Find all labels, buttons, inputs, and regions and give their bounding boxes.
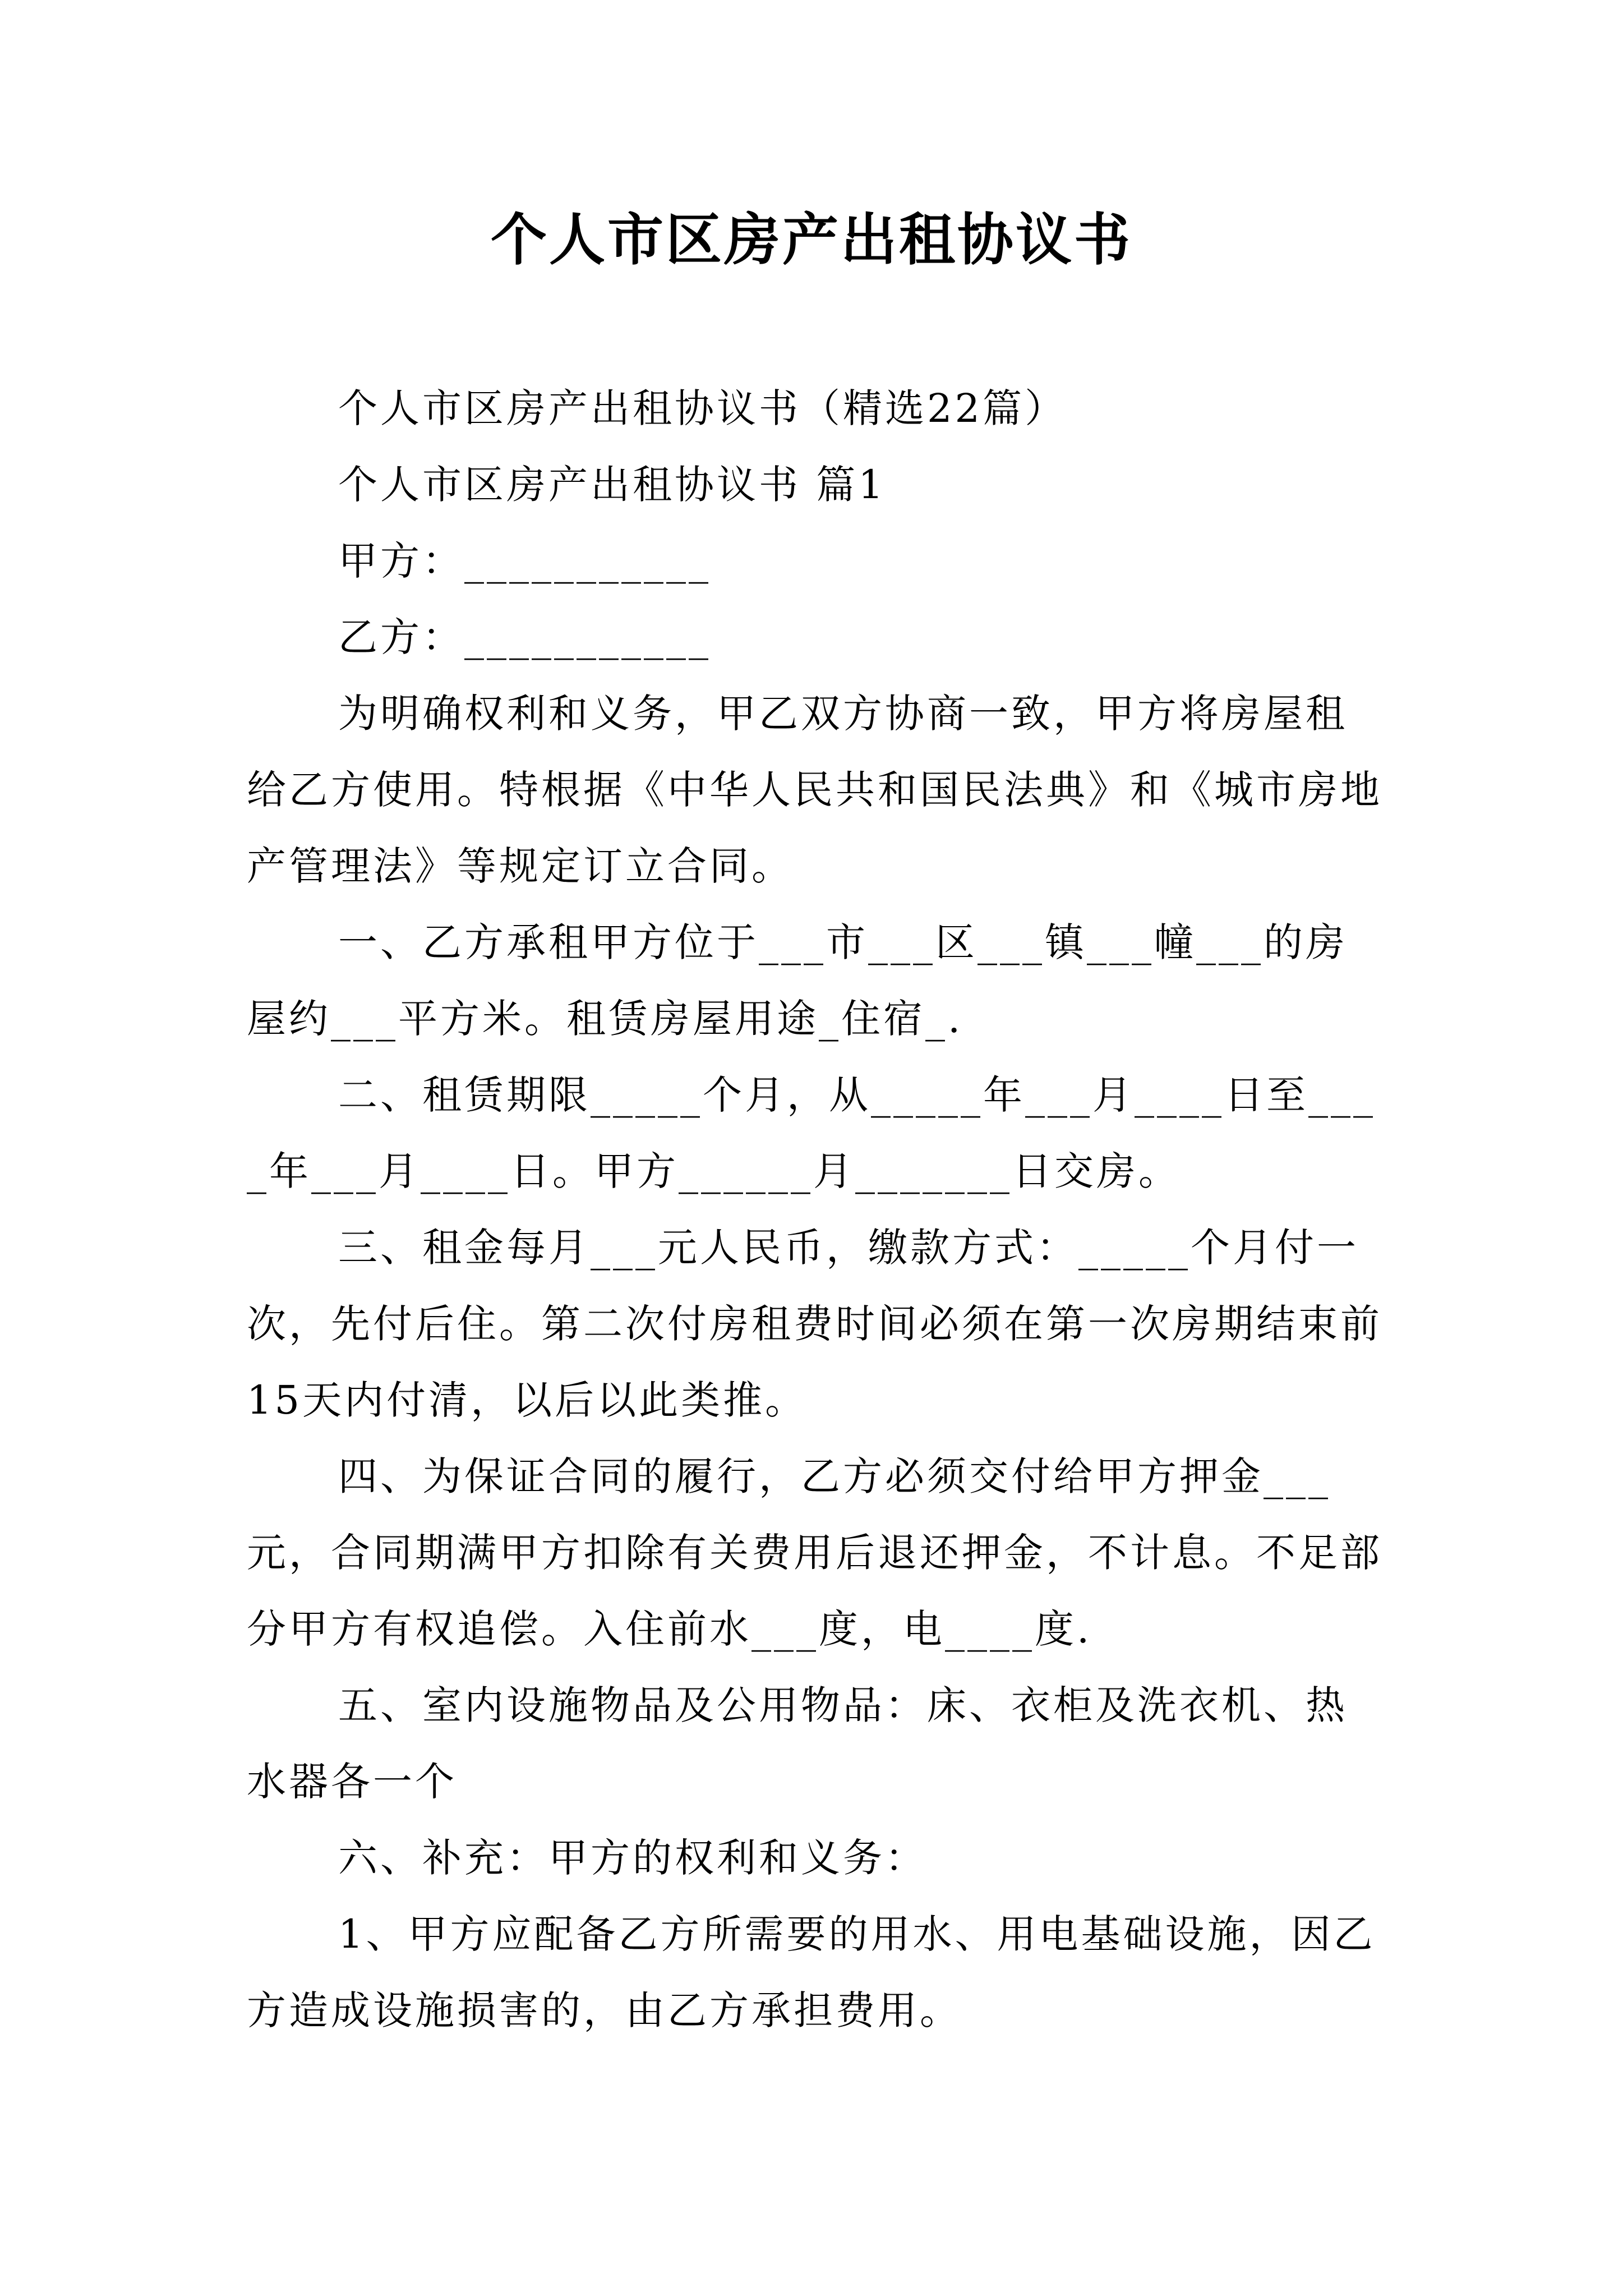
clause-2: 二、租赁期限_____个月，从_____年___月____日至____年___月____日。甲方______月_______日交房。 (247, 1072, 1376, 1194)
clause-1: 一、乙方承租甲方位于___市___区___镇___幢___的房屋约___平方米。租赁房屋用途_住宿_. (247, 919, 1348, 1042)
clause-4: 四、为保证合同的履行，乙方必须交付给甲方押金___元，合同期满甲方扣除有关费用后退还押金，不计息。不足部分甲方有权追偿。入住前水___度，电____度. (247, 1453, 1382, 1652)
party-b-line: 乙方：___________ (338, 614, 711, 660)
document-body (247, 370, 1385, 2049)
preamble-paragraph: 为明确权利和义务，甲乙双方协商一致，甲方将房屋租给乙方使用。特根据《中华人民共和国民法典》和《城市房地产管理法》等规定订立合同。 (247, 691, 1382, 889)
clause-6: 六、补充：甲方的权利和义务： (338, 1835, 927, 1881)
clause-5: 五、室内设施物品及公用物品：床、衣柜及洗衣机、热水器各一个 (247, 1682, 1348, 1805)
clause-6-item-1: 1、甲方应配备乙方所需要的用水、用电基础设施，因乙方造成设施损害的，由乙方承担费用。 (247, 1911, 1376, 2033)
section-heading: 个人市区房产出租协议书 篇1 (338, 462, 886, 508)
clause-3: 三、租金每月___元人民币，缴款方式：_____个月付一次，先付后住。第二次付房租费时间必须在第一次房期结束前15天内付清，以后以此类推。 (247, 1225, 1382, 1423)
subtitle-line: 个人市区房产出租协议书（精选22篇） (338, 385, 1067, 431)
document-title: 个人市区房产出租协议书 (491, 206, 1132, 273)
party-a-line: 甲方：___________ (338, 538, 711, 584)
